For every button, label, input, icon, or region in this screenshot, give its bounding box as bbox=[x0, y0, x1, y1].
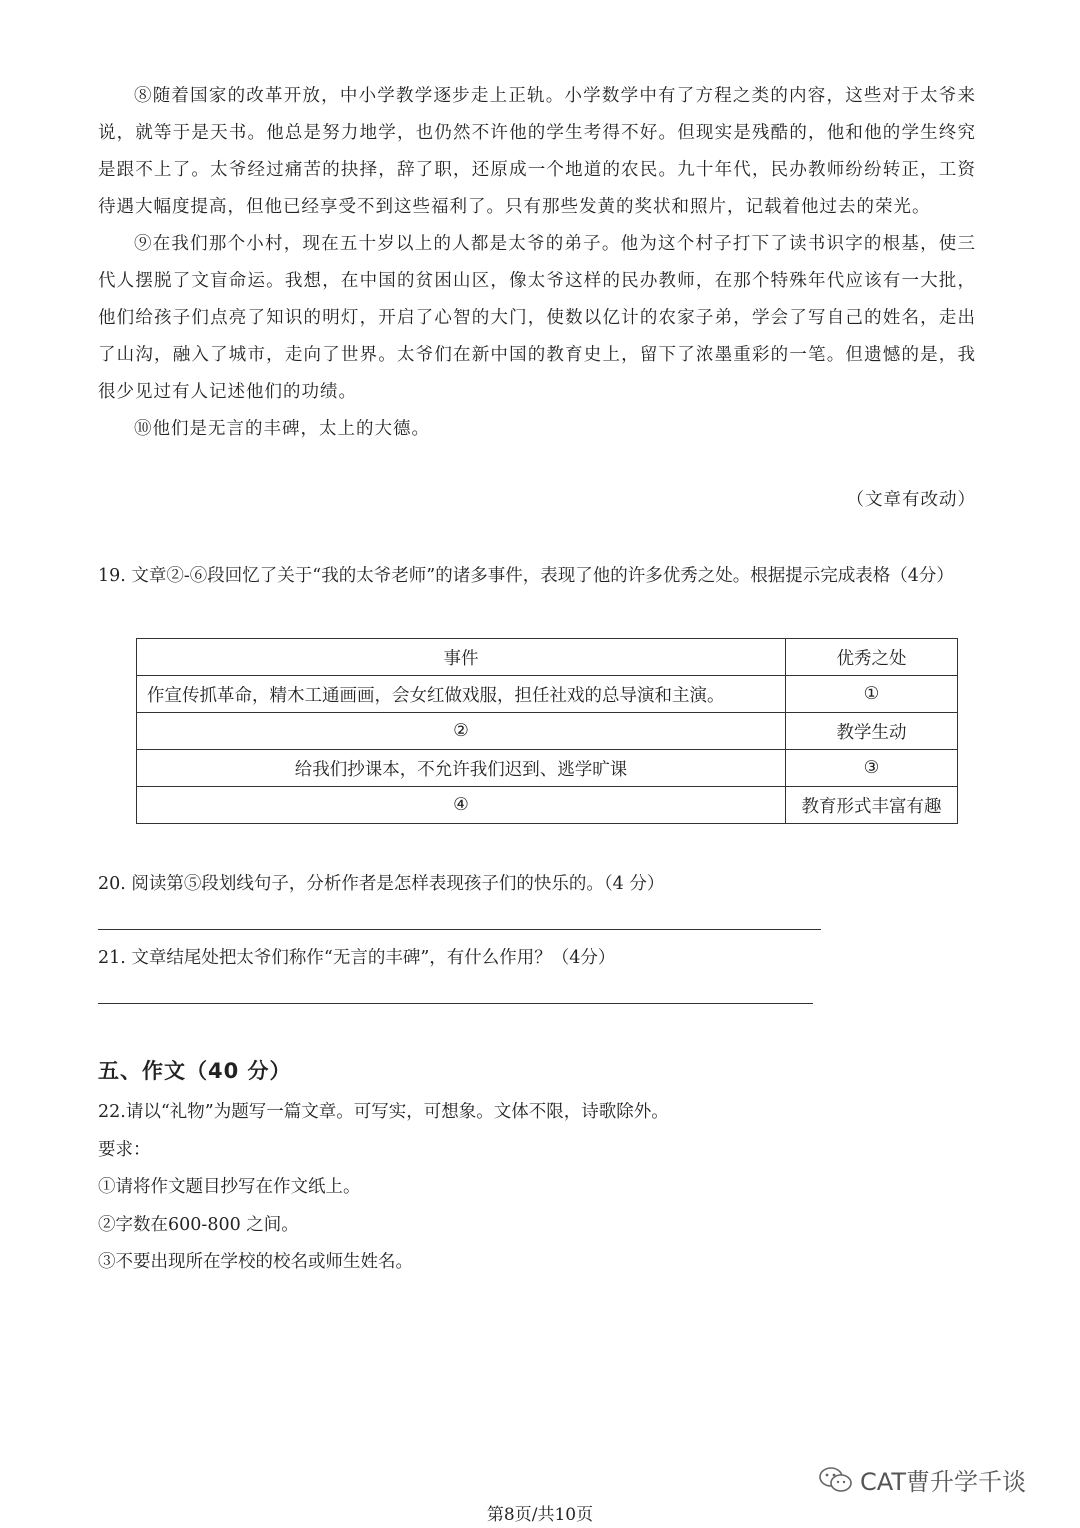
requirements-label: 要求： bbox=[98, 1140, 151, 1160]
table-row bbox=[137, 787, 958, 824]
table-cell: 教育形式丰富有趣 bbox=[786, 787, 958, 824]
paragraph-9: ⑨在我们那个小村，现在五十岁以上的人都是太爷的弟子。他为这个村子打下了读书识字的根基，使三代人摆脱了文盲命运。我想，在中国的贫困山区，像太爷这样的民办教师，在那个特殊年代应该有一大批，他们给孩子们点亮了知识的明灯，开启了心智的大门，使数以亿计的农家子弟，学会了写自己的姓名，走出了山沟，融入了城市，走向了世界。太爷们在新中国的教育史上，留下了浓墨重彩的一笔。但遗憾的是，我很少见过有人记述他们的功绩。 bbox=[98, 234, 976, 402]
paragraph-10: ⑩他们是无言的丰碑，太上的大德。 bbox=[134, 419, 430, 439]
watermark-text: CAT曹升学千谈 bbox=[860, 1468, 1026, 1496]
table-cell: 教学生动 bbox=[786, 713, 958, 750]
table-cell: ② bbox=[137, 713, 786, 750]
section-title: 五、作文（40 分） bbox=[98, 1059, 292, 1083]
wechat-icon bbox=[818, 1465, 854, 1495]
question-19: 19. 文章②-⑥段回忆了关于“我的太爷老师”的诸多事件，表现了他的许多优秀之处。根据提示完成表格（4分） bbox=[98, 566, 954, 586]
answer-line-21 bbox=[98, 1003, 813, 1004]
table-cell: ④ bbox=[137, 787, 786, 824]
essay-prompt: 22.请以“礼物”为题写一篇文章。可写实，可想象。文体不限，诗歌除外。 bbox=[98, 1102, 669, 1122]
paragraph-8: ⑧随着国家的改革开放，中小学教学逐步走上正轨。小学数学中有了方程之类的内容，这些对于太爷来说，就等于是天书。他总是努力地学，也仍然不许他的学生考得不好。但现实是残酷的，他和他的学生终究是跟不上了。太爷经过痛苦的抉择，辞了职，还原成一个地道的农民。九十年代，民办教师纷纷转正，工资待遇大幅度提高，但他已经享受不到这些福利了。只有那些发黄的奖状和照片，记载着他过去的荣光。 bbox=[98, 86, 976, 217]
table-row bbox=[137, 750, 958, 787]
table-row bbox=[137, 713, 958, 750]
answer-line-20 bbox=[98, 929, 821, 930]
requirement-item: ②字数在600-800 之间。 bbox=[98, 1215, 299, 1235]
requirement-item: ①请将作文题目抄写在作文纸上。 bbox=[98, 1177, 361, 1197]
table-cell: 给我们抄课本，不允许我们迟到、逃学旷课 bbox=[137, 750, 786, 787]
question-20: 20. 阅读第⑤段划线句子，分析作者是怎样表现孩子们的快乐的。（4 分） bbox=[98, 874, 665, 894]
passage bbox=[98, 78, 976, 448]
table-cell: ① bbox=[786, 676, 958, 713]
answer-table bbox=[136, 638, 958, 824]
watermark bbox=[818, 1462, 1026, 1497]
table-cell: 作宣传抓革命，精木工通画画，会女红做戏服，担任社戏的总导演和主演。 bbox=[137, 676, 786, 713]
requirement-item: ③不要出现所在学校的校名或师生姓名。 bbox=[98, 1252, 413, 1272]
table-cell: ③ bbox=[786, 750, 958, 787]
header-event: 事件 bbox=[137, 639, 786, 676]
page-number: 第8页/共10页 bbox=[486, 1505, 594, 1525]
table-header-row bbox=[137, 639, 958, 676]
source-note: （文章有改动） bbox=[846, 490, 976, 510]
header-merit: 优秀之处 bbox=[786, 639, 958, 676]
question-21: 21. 文章结尾处把太爷们称作“无言的丰碑”，有什么作用？（4分） bbox=[98, 948, 616, 968]
table-row bbox=[137, 676, 958, 713]
